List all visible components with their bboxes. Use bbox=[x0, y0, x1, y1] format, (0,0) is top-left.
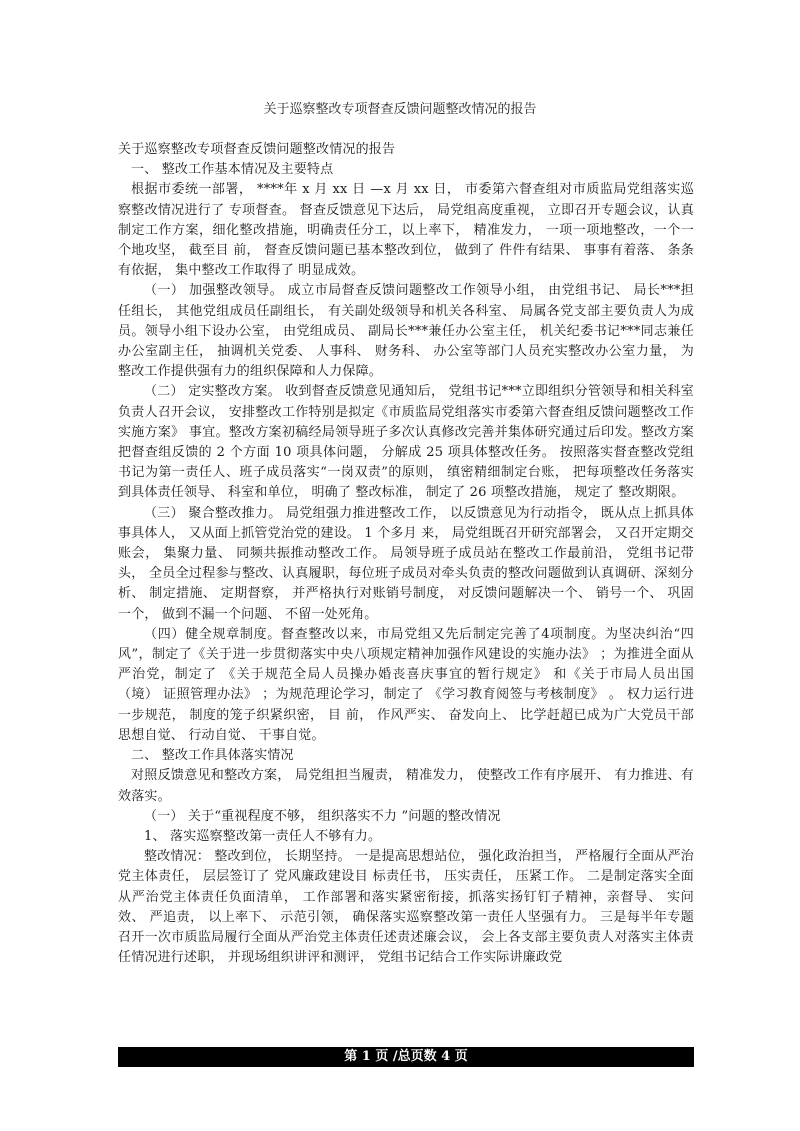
paragraph-implementation: 对照反馈意见和整改方案， 局党组担当履责， 精准发力， 使整改工作有序展开、 有力推进、有效落实。 bbox=[118, 768, 694, 804]
paragraph-rules: （四）健全规章制度。督查整改以来，市局党组又先后制定完善了4项制度。为坚决纠治“四风”，制定了《关于进一步贯彻落实中央八项规定精神加强作风建设的实施办法》 ；为推进全面从严治党，制定了 《关于规范全局人员操办婚丧喜庆事宜的暂行规定》 和《关于市局人员出国（境） 证照管理办法》 ；为规范理论学习，制定了 《学习教育阅签与考核制度》 。 权力运行进一步规范， 制度的笼子织紧织密， 目 前， 作风严实、 奋发向上、 比学赶超已成为广大党员干部思想自觉、 行动自觉、 干事自觉。 bbox=[118, 626, 694, 743]
document-body bbox=[118, 140, 694, 968]
subsection-heading-1: （一） 关于“重视程度不够， 组织落实不力 ”问题的整改情况 bbox=[144, 808, 501, 824]
section-heading-1: 一、 整改工作基本情况及主要特点 bbox=[131, 162, 334, 178]
paragraph-overview: 根据市委统一部署， ****年 x 月 xx 日 —x 月 xx 日， 市委第六督查组对市质监局党组落实巡察整改情况进行了 专项督查。 督查反馈意见下达后， 局党组高度重视， 立即召开专题会议，认真制定工作方案，细化整改措施，明确责任分工，以上率下， 精准发力， 一项一项地整改，一个一个地攻坚， 截至目 前， 督查反馈问题已基本整改到位， 做到了 件件有结果、 事事有着落、 条条有依据， 集中整改工作取得了 明显成效。 bbox=[118, 182, 694, 279]
page-title: 关于巡察整改专项督查反馈问题整改情况的报告 bbox=[263, 102, 537, 117]
document-subtitle: 关于巡察整改专项督查反馈问题整改情况的报告 bbox=[118, 142, 396, 157]
section-heading-2: 二、 整改工作具体落实情况 bbox=[131, 748, 294, 764]
page-number: 第 1 页 /总页数 4 页 bbox=[344, 1049, 468, 1064]
item-heading-1: 1、 落实巡察整改第一责任人不够有力。 bbox=[144, 828, 382, 844]
paragraph-leadership: （一） 加强整改领导。 成立市局督查反馈问题整改工作领导小组， 由党组书记、 局长***担任组长， 其他党组成员任副组长， 有关副处级领导和机关各科室、 局属各党支部主要负责人为成员。领导小组下设办公室， 由党组成员、 副局长***兼任办公室主任， 机关纪委书记***同志兼任办公室副主任， 抽调机关党委、 人事科、 财务科、 办公室等部门人员充实整改办公室力量， 为整改工作提供强有力的组织保障和人力保障。 bbox=[118, 283, 694, 380]
paragraph-rectification: 整改情况： 整改到位， 长期坚持。 一是提高思想站位， 强化政治担当， 严格履行全面从严治党主体责任， 层层签订了 党风廉政建设目 标责任书， 压实责任， 压紧工作。 二是制定落实全面从严治党主体责任负面清单， 工作部署和落实紧密衔接，抓落实扬钉钉子精神，亲督导、 实问效、 严追责， 以上率下、 示范引领， 确保落实巡察整改第一责任人坚强有力。 三是每半年专题召开一次市质监局履行全面从严治党主体责任述责述廉会议， 会上各支部主要负责人对落实主体责任情况进行述职， 并现场组织讲评和测评， 党组书记结合工作实际讲廉政党 bbox=[118, 849, 694, 966]
paragraph-push: （三） 聚合整改推力。 局党组强力推进整改工作， 以反馈意见为行动指令， 既从点上抓具体事具体人， 又从面上抓管党治党的建设。 1 个多月 来， 局党组既召开研究部署会， 又召开定期交账会， 集聚力量、 同频共振推动整改工作。 局领导班子成员站在整改工作最前沿， 党组书记带头， 全员全过程参与整改、认真履职，每位班子成员对牵头负责的整改问题做到认真调研、深刻分析、 制定措施、 定期督察， 并严格执行对账销号制度， 对反馈问题解决一个、 销号一个、 巩固一个， 做到不漏一个问题、 不留一处死角。 bbox=[118, 505, 694, 622]
paragraph-plan: （二） 定实整改方案。 收到督查反馈意见通知后， 党组书记***立即组织分管领导和相关科室负责人召开会议， 安排整改工作特别是拟定《市质监局党组落实市委第六督查组反馈问题整改工作实施方案》 事宜。整改方案初稿经局领导班子多次认真修改完善并集体研究通过后印发。整改方案把督查组反馈的 2 个方面 10 项具体问题， 分解成 25 项具体整改任务。 按照落实督查整改党组书记为第一责任人、班子成员落实“一岗双责”的原则， 缜密精细制定台账， 把每项整改任务落实到具体责任领导、 科室和单位， 明确了 整改标准， 制定了 26 项整改措施， 规定了 整改期限。 bbox=[118, 384, 694, 501]
